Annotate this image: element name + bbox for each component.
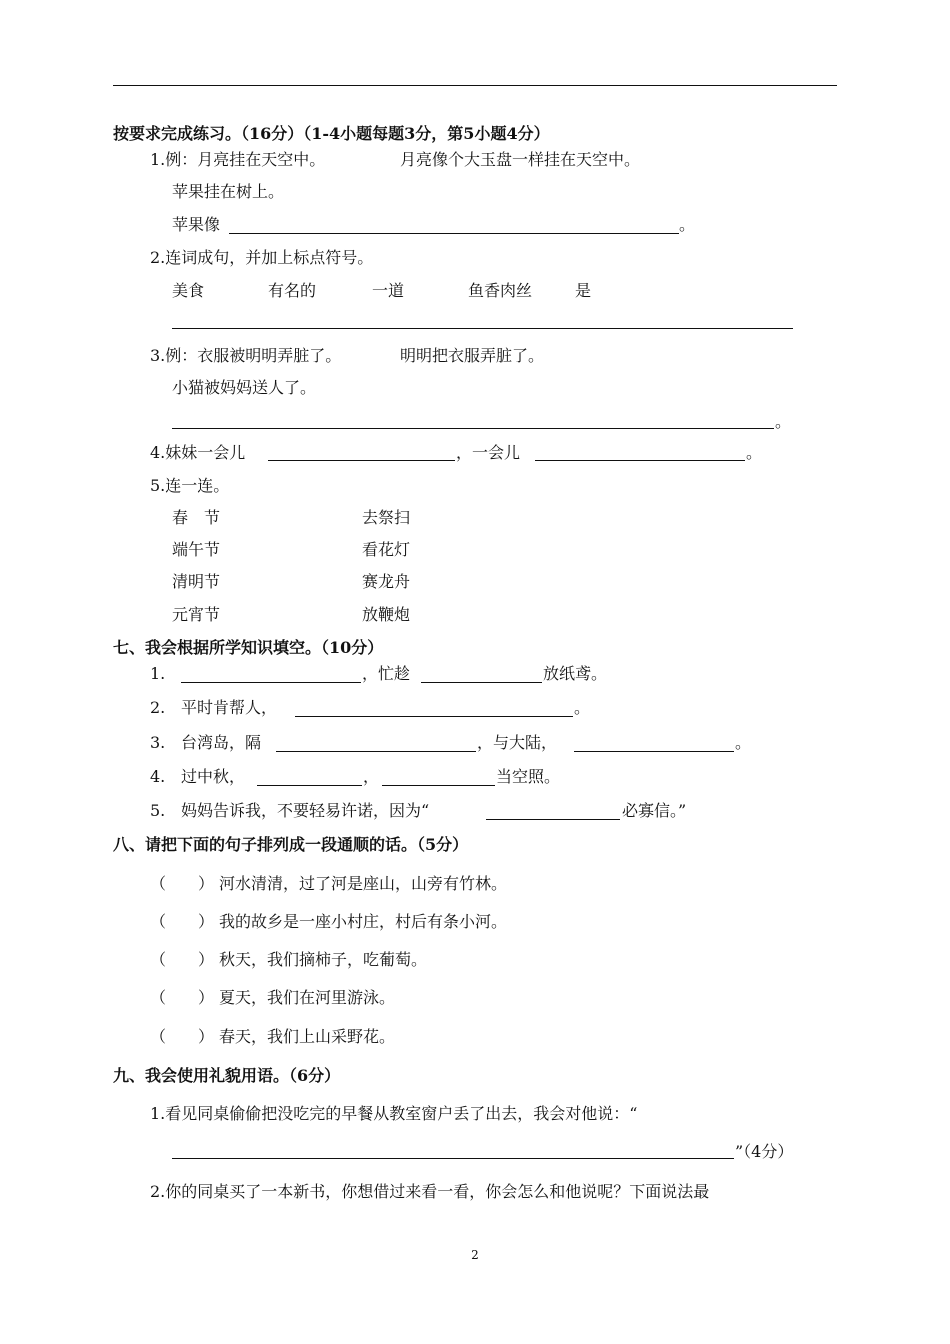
q2-word: 鱼香肉丝 [468, 281, 533, 300]
q2-word: 是 [575, 281, 592, 300]
q4-start: 4.妹妹一会儿 [150, 443, 246, 462]
q1-answer-line[interactable] [229, 233, 679, 234]
s9-q1-text: 1.看见同桌偷偷把没吃完的早餐从教室窗户丢了出去，我会对他说：“ [150, 1104, 638, 1123]
s7-q1-num: 1. [150, 664, 166, 683]
s7-q3-line-2[interactable] [574, 751, 734, 752]
order-paren-close: ） [198, 874, 215, 893]
order-paren-close: ） [198, 912, 215, 931]
section8-header: 八、请把下面的句子排列成一段通顺的话。（5分） [113, 835, 469, 854]
s7-q4-line-2[interactable] [382, 785, 495, 786]
top-rule [113, 85, 837, 86]
q5-right-item[interactable]: 赛龙舟 [362, 572, 411, 591]
section9-header: 九、我会使用礼貌用语。（6分） [113, 1066, 341, 1085]
q5-prompt: 5.连一连。 [150, 476, 230, 495]
s7-q4-end: 当空照。 [496, 767, 561, 786]
s7-q1-mid: ，忙趁 [362, 664, 411, 683]
s7-q2-end: 。 [574, 698, 591, 717]
s7-q4-line-1[interactable] [257, 785, 362, 786]
order-paren-close: ） [198, 988, 215, 1007]
s7-q3-mid: ，与大陆， [477, 733, 558, 752]
s7-q2-line[interactable] [295, 716, 573, 717]
s7-q3-end: 。 [735, 733, 752, 752]
s7-q1-line-1[interactable] [181, 682, 361, 683]
section6-header: 按要求完成练习。（16分）（1-4小题每题3分，第5小题4分） [113, 124, 550, 143]
s7-q4-text: 过中秋， [181, 767, 246, 786]
page-number: 2 [471, 1248, 479, 1262]
s7-q5-end: 必寡信。” [622, 801, 687, 820]
q2-prompt: 2.连词成句，并加上标点符号。 [150, 248, 374, 267]
s7-q3-num: 3. [150, 733, 166, 752]
s7-q5-num: 5. [150, 801, 166, 820]
q3-given: 小猫被妈妈送人了。 [172, 378, 317, 397]
order-paren-open: （ [150, 912, 167, 931]
q3-example-b: 明明把衣服弄脏了。 [400, 346, 545, 365]
s7-q4-num: 4. [150, 767, 166, 786]
s7-q1-line-2[interactable] [421, 682, 542, 683]
order-paren-close: ） [198, 950, 215, 969]
order-paren-open: （ [150, 1027, 167, 1046]
order-paren-open: （ [150, 950, 167, 969]
q5-left-item[interactable]: 清明节 [172, 572, 221, 591]
q5-left-item[interactable]: 春 节 [172, 508, 221, 527]
q2-word: 美食 [172, 281, 205, 300]
order-paren-open: （ [150, 874, 167, 893]
q5-left-item[interactable]: 元宵节 [172, 605, 221, 624]
q1-given: 苹果挂在树上。 [172, 182, 285, 201]
q4-answer-line-2[interactable] [535, 460, 745, 461]
q4-mid: ，一会儿 [456, 443, 521, 462]
order-item: 秋天，我们摘柿子，吃葡萄。 [219, 950, 428, 969]
section7-header: 七、我会根据所学知识填空。（10分） [113, 638, 384, 657]
q4-answer-line-1[interactable] [268, 460, 455, 461]
q3-answer-line[interactable] [172, 428, 774, 429]
order-item: 河水清清，过了河是座山，山旁有竹林。 [219, 874, 508, 893]
s9-q1-end: ”（4分） [735, 1142, 794, 1161]
q3-end: 。 [775, 412, 792, 431]
q1-start: 苹果像 [172, 215, 221, 234]
s7-q2-text: 平时肯帮人， [181, 698, 278, 717]
q5-right-item[interactable]: 去祭扫 [362, 508, 411, 527]
q5-left-item[interactable]: 端午节 [172, 540, 221, 559]
s9-q2-text: 2.你的同桌买了一本新书，你想借过来看一看，你会怎么和他说呢？下面说法最 [150, 1182, 710, 1201]
q4-end: 。 [746, 443, 763, 462]
s7-q3-line-1[interactable] [276, 751, 476, 752]
s7-q2-num: 2. [150, 698, 166, 717]
order-item: 夏天，我们在河里游泳。 [219, 988, 396, 1007]
s7-q1-end: 放纸鸢。 [543, 664, 608, 683]
q2-answer-line[interactable] [172, 328, 793, 329]
q5-right-item[interactable]: 放鞭炮 [362, 605, 411, 624]
s7-q5-line[interactable] [486, 819, 620, 820]
q1-example-b: 月亮像个大玉盘一样挂在天空中。 [400, 150, 641, 169]
q1-example-a: 1.例：月亮挂在天空中。 [150, 150, 326, 169]
s7-q3-text: 台湾岛，隔 [181, 733, 262, 752]
q3-example-a: 3.例：衣服被明明弄脏了。 [150, 346, 342, 365]
s7-q5-text: 妈妈告诉我，不要轻易许诺，因为“ [181, 801, 430, 820]
order-item: 春天，我们上山采野花。 [219, 1027, 396, 1046]
s7-q4-mid: ， [363, 767, 380, 786]
q2-word: 有名的 [268, 281, 317, 300]
s9-q1-line[interactable] [172, 1158, 734, 1159]
order-item: 我的故乡是一座小村庄，村后有条小河。 [219, 912, 508, 931]
q2-word: 一道 [372, 281, 405, 300]
order-paren-open: （ [150, 988, 167, 1007]
q1-end: 。 [679, 215, 696, 234]
q5-right-item[interactable]: 看花灯 [362, 540, 411, 559]
order-paren-close: ） [198, 1027, 215, 1046]
